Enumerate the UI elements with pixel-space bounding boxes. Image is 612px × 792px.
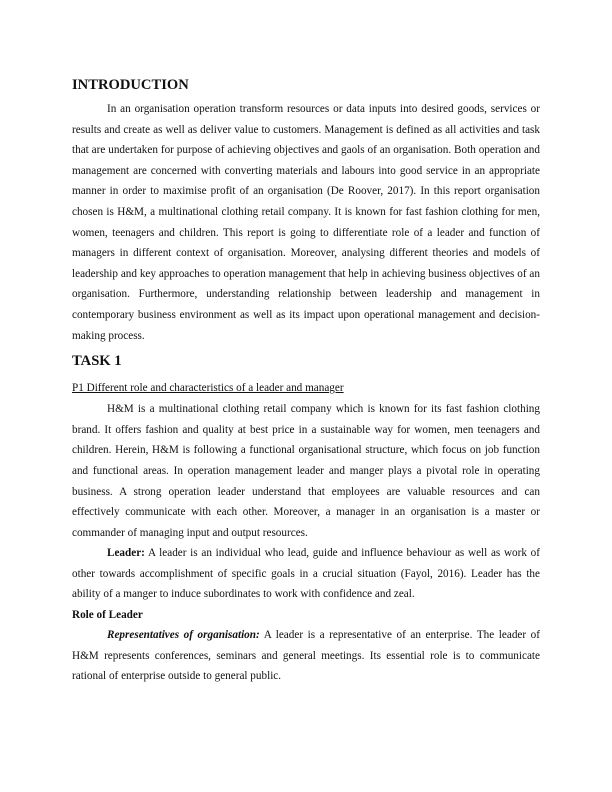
hm-paragraph: H&M is a multinational clothing retail company which is known for its fast fashion clothing brand. It offers fashion and quality at best price in a sustainable way for women, men teenagers and children. Herein, H&M is following a functional organisational structure, which focus on job function and functional areas. In operation management leader and manger plays a pivotal role in operating business. A strong operation leader understand that employees are valuable resources and can effectively communicate with each other. Moreover, a manager in an organisation is a master or commander of managing input and output resources. xyxy=(72,403,540,539)
representatives-text: A leader is a representative of an enterprise. The leader of H&M represents conferences, seminars and general meetings. Its essential role is to communicate rational of enterprise outside to general public. xyxy=(72,629,541,683)
role-of-leader-heading: Role of Leader xyxy=(72,609,143,622)
representatives-label: Representatives of organisation: xyxy=(107,629,260,642)
leader-paragraph xyxy=(72,543,540,605)
introduction-paragraph: In an organisation operation transform resources or data inputs into desired goods, services or results and create as well as deliver value to customers. Management is defined as all activities and task that are undertaken for purpose of achieving objectives and gaols of an organisation. Both operation and management are concerned with converting materials and labours into good service in an appropriate manner in order to maximise profit of an organisation (De Roover, 2017). In this report organisation chosen is H&M, a multinational clothing retail company. It is known for fast fashion clothing for men, women, teenagers and children. This report is going to differentiate role of a leader and function of managers in different context of organisation. Moreover, analysing different theories and models of leadership and key approaches to operation management that help in achieving business objectives of an organisation. Furthermore, understanding relationship between leadership and management in contemporary business environment as well as its impact upon operational management and decision-making process. xyxy=(72,103,540,342)
p1-subheading: P1 Different role and characteristics of a leader and manager xyxy=(72,382,344,395)
leader-label: Leader: xyxy=(107,547,145,560)
introduction-heading: INTRODUCTION xyxy=(72,77,189,93)
task1-heading: TASK 1 xyxy=(72,353,122,370)
page-content xyxy=(72,76,540,687)
representatives-paragraph xyxy=(72,625,540,687)
leader-text: A leader is an individual who lead, guide and influence behaviour as well as work of other towards accomplishment of specific goals in a crucial situation (Fayol, 2016). Leader has the ability of a manger to induce subordinates to work with confidence and zeal. xyxy=(72,547,540,601)
